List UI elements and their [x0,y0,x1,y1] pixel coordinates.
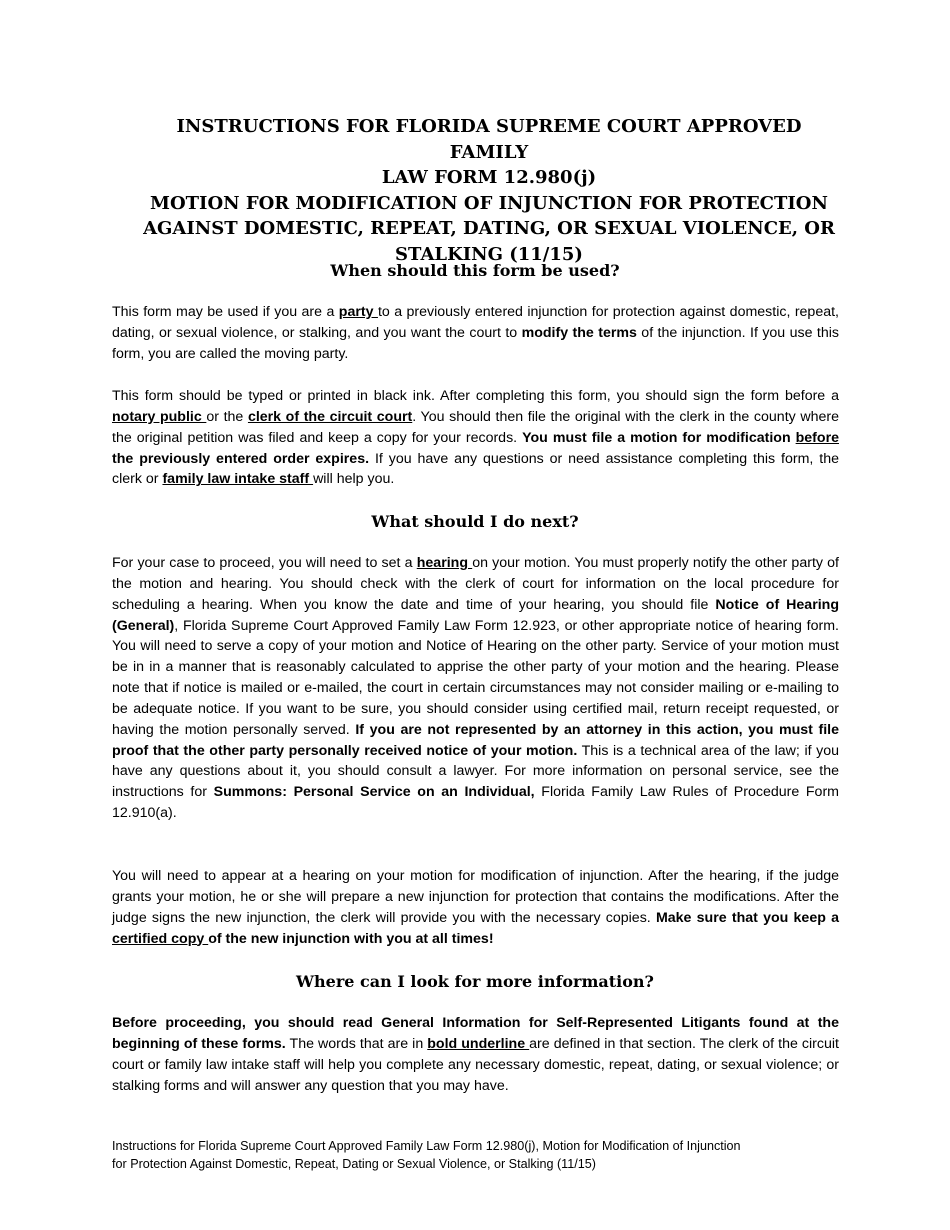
defined-term-before: before [795,429,839,446]
bold-text: modify the terms [521,324,637,341]
text-run: This is a technical area of the law; if you have any questions about it, you should consult a lawyer. For more information on personal service, see the instructions for [112,742,840,801]
bold-text: You must file a motion for modification [522,429,796,446]
text-run: For your case to proceed, you will need to set a [112,555,417,571]
text-run: This form may be used if you are a [112,304,339,320]
bold-text: Make sure that you keep a [655,909,839,926]
bold-text: of the new injunction with you at all times! [208,930,494,947]
text-run: If you have any questions or need assistance completing this form, the clerk or [112,450,839,488]
text-run: are defined in that section. The clerk of the circuit court or family law intake staff will help you complete any necessary domestic, repeat, dating, or sexual violence; or stalking forms and will answer any question that you may have. [112,1035,839,1094]
defined-term-bold-underline: bold underline [427,1035,530,1052]
title-line: STALKING (11/15) [395,243,583,265]
defined-term-clerk: clerk of the circuit court [247,408,413,425]
paragraph-filing-instructions [112,386,839,490]
defined-term-certified-copy: certified copy [112,930,209,947]
text-run: You will need to appear at a hearing on your motion for modification of injunction. After the hearing, if the judge grants your motion, he or she will prepare a new injunction for protection that contains the modifications. After the judge signs the new injunction, the clerk will provide you with the necessary copies. [112,868,839,926]
bold-text: Before proceeding, you should read General Information for Self-Represented Litigants found at the beginning of these forms. [112,1015,839,1052]
paragraph-more-info [112,1013,839,1096]
text-run: on your motion. You must properly notify the other party of the motion and hearing. You should check with the clerk of court for information on the local procedure for scheduling a hearing. When you know the date and time of your hearing, you should file [112,555,839,613]
section-heading-when-used: When should this form be used? [330,261,620,280]
footer-line: for Protection Against Domestic, Repeat, Dating or Sexual Violence, or Stalking (11/15) [112,1157,596,1171]
title-line: AGAINST DOMESTIC, REPEAT, DATING, OR SEXUAL VIOLENCE, OR [143,218,835,239]
defined-term-notary-public: notary public [112,408,207,425]
paragraph-appearance [112,866,839,949]
section-heading-next-steps: What should I do next? [371,512,579,531]
title-line: INSTRUCTIONS FOR FLORIDA SUPREME COURT APPROVED FAMILY [176,116,802,163]
text-run: or the [206,408,248,425]
paragraph-hearing [112,553,839,824]
text-run: of the injunction. If you use this form, you are called the moving party. [112,324,839,362]
text-run: The words that are in [285,1035,428,1052]
defined-term-hearing: hearing [416,555,473,571]
footer-line: Instructions for Florida Supreme Court Approved Family Law Form 12.980(j), Motion for Modification of Injunction [112,1139,741,1153]
text-run: Florida Family Law Rules of Procedure Form 12.910(a). [112,784,839,822]
text-run: This form should be typed or printed in black ink. After completing this form, you should sign the form before a [112,388,839,404]
defined-term-party: party [338,304,378,320]
text-run: , Florida Supreme Court Approved Family Law Form 12.923, or other appropriate notice of hearing form. You will need to serve a copy of your motion and Notice of Hearing on the other party. Service of your motion must be in in a manner that is reasonably calculated to apprise the other party of your motion and the hearing. Please note that if notice is mailed or e-mailed, the court in certain circumstances may not consider mailing or e-mailing to be adequate notice. If you want to be sure, you should consider using certified mail, return receipt requested, or having the motion personally served. [112,617,839,738]
title-line: MOTION FOR MODIFICATION OF INJUNCTION FOR PROTECTION [150,192,828,214]
text-run: to a previously entered injunction for protection against domestic, repeat, dating, or sexual violence, or stalking, and you want the court to [112,304,839,341]
document-title [140,114,838,267]
section-heading-more-info: Where can I look for more information? [296,972,654,991]
bold-text: Summons: Personal Service on an Individual, [213,784,535,801]
bold-text: the previously entered order expires. [112,450,370,467]
bold-text: If you are not represented by an attorney in this action, you must file proof that the other party personally received notice of your motion. [112,721,840,759]
paragraph-form-use [112,302,839,365]
text-run: . You should then file the original with the clerk in the county where the original petition was filed and keep a copy for your records. [112,408,839,446]
text-run: will help you. [313,471,395,488]
page-footer [112,1137,839,1173]
defined-term-intake-staff: family law intake staff [162,471,314,488]
bold-text: Notice of Hearing (General) [112,596,839,634]
title-line: LAW FORM 12.980(j) [381,167,597,188]
